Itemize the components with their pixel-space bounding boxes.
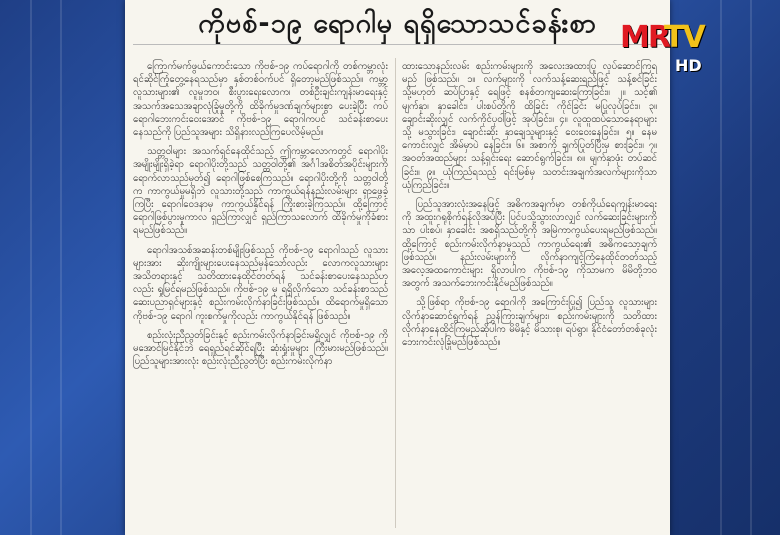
paragraph: ထားသောနည်းလမ်း စည်းကမ်းများကို အလေးအထားပြု လုပ်ဆောင်ကြရမည် ဖြစ်သည်။ ၁။ လက်များကို လက်သန့်ဆေးရည်ဖြင့် သန့်စင်ခြင်း သို့မဟုတ် ဆပ်ပြာနှင့် ရေဖြင့် စနစ်တကျဆေးကြောခြင်း။ ၂။ သင့်၏ မျက်နှာ၊ နှာခေါင်း၊ ပါးစပ်တို့ကို ထိခြင်း ကိုင်ခြင်း မပြုလုပ်ခြင်း။ ၃။ ချောင်းဆိုးလျှင် လက်ကိုင်ပုဝါဖြင့် အုပ်ခြင်း။ ၄။ လူထူထပ်သောနေရာများ သို့ မသွားခြင်း၊ ချောင်းဆိုး နှာချေသူများနှင့် ဝေးဝေးနေခြင်း။ ၅။ နေမကောင်းလျှင် အိမ်မှာပဲ နေခြင်း။ ၆။ အစာကို ချက်ပြုတ်ပြီးမှ စားခြင်း။ ၇။ အဝတ်အထည်များ သန့်ရှင်းရေး ဆောင်ရွက်ခြင်း။ ၈။ မျက်နှာဖုံး တပ်ဆင်ခြင်း။ ၉။ ယုံကြည်ရသည့် ရင်းမြစ်မှ သတင်းအချက်အလက်များကိုသာ ယုံကြည်ခြင်း။ [402,61,657,191]
right-column [402,60,657,355]
paragraph: သို့ဖြစ်ရာ ကိုဗစ်-၁၉ ရောဂါကို အကြောင်းပြု၍ ပြည်သူ လူသားများ လိုက်နာဆောင်ရွက်ရန် ညွှန်ကြားချက်များ၊ စည်းကမ်းများကို သတိထားလိုက်နာနေထိုင်ကြမည်ဆိုပါက မိမိနှင့် မိသားစု၊ ရပ်ရွာ၊ နိုင်ငံတော်တစ်ခုလုံး ဘေးကင်းလုံခြုံမည်ဖြစ်သည်။ [402,297,657,349]
hd-badge: HD [675,56,702,75]
article-title: ကိုဗစ်-၁၉ ရောဂါမှ ရရှိသောသင်ခန်းစာ [198,8,597,39]
title-rule [133,44,662,45]
newspaper-page [125,0,670,535]
column-divider [395,58,396,528]
paragraph: ရောဂါအသစ်အဆန်းတစ်မျိုးဖြစ်သည့် ကိုဗစ်-၁၉ ရောဂါသည် လူသားများအား ဆိုးကျိုးများပေးနေသည်မှန်သော်လည်း လောကလူသားများ အသိတရားနှင့် သတိထားနေထိုင်တတ်ရန် သင်ခန်းစာပေးနေသည်ဟု လည်း ရှုမြင်ရမည်ဖြစ်သည်။ ကိုဗစ်-၁၉ မှ ရရှိလိုက်သော သင်ခန်းစာသည် ဆေးပညာရှင်များနှင့် စည်းကမ်းလိုက်နာခြင်းဖြစ်သည်။ ထိရောက်မှုရှိသော ကိုဗစ်-၁၉ ရောဂါ ကူးစက်မှုကိုလည်း ကာကွယ်နိုင်ရန် ဖြစ်သည်။ [133,244,388,322]
paragraph: သတ္တဝါများ အသက်ရှင်နေထိုင်သည့် ဤကမ္ဘာလောကတွင် ရောဂါပိုးအမျိုးမျိုးရှိခဲ့ရာ ရောဂါပိုးတို့သည် သတ္တဝါတို့၏ အင်္ဂါအစိတ်အပိုင်းများကို ရောက်လာသည်မှတ်၍ ရောဂါဖြစ်စေကြသည်။ ရောဂါပိုးတို့ကို သတ္တဝါတို့က ကာကွယ်မှုမရှိဘဲ လူသားတို့သည် ကာကွယ်ရန်နည်းလမ်းများ ရှာဖွေခဲ့ကြပြီး ရောဂါဝေဒနာမှ ကာကွယ်နိုင်ရန် ကြိုးစားခဲ့ကြသည်။ ထို့ကြောင့် ရောဂါဖြစ်ပွားမှုကာလ ရှည်ကြာလျှင် ရှည်ကြာသလောက် ထိခိုက်မှုကိုခံစားရမည်ဖြစ်သည်။ [133,146,388,237]
paragraph: စည်းလုံးညီညွတ်ခြင်းနှင့် စည်းကမ်းလိုက်နာခြင်းမရှိလျှင် ကိုဗစ်-၁၉ ကို မအောင်မြင်နိုင်ဘဲ ရေရှည်ရင်ဆိုင်ရပြီး ဆုံးရှုံးမှုများ ကြီးမားမည်ဖြစ်သည်။ ပြည်သူများအားလုံး စည်းလုံးညီညွတ်ပြီး စည်းကမ်းလိုက်နာ [133,329,388,368]
logo-tv-text: TV [664,20,704,55]
left-column [133,60,388,374]
paragraph: ပြည်သူအားလုံးအနေဖြင့် အဓိကအချက်မှာ တစ်ကိုယ်ရေကျန်းမာရေးကို အထူးဂရုစိုက်ရန်လိုအပ်ပြီး ပြင်ပသို့သွားလာလျှင် လက်ဆေးခြင်းများကိုသာ ပါးစပ်၊ နှာခေါင်း အစရှိသည်တို့ကို အမြဲကာကွယ်ပေးရမည်ဖြစ်သည်။ ထို့ကြောင့် စည်းကမ်းလိုက်နာမှုသည် ကာကွယ်ရေး၏ အဓိကသော့ချက်ဖြစ်သည်။ နည်းလမ်းများကို လိုက်နာကျင့်ကြံနေထိုင်တတ်သည့် အလေ့အထကောင်းများ ရှိလာပါက ကိုဗစ်-၁၉ ကိုသာမက မိမိတို့ဘဝအတွက် အသက်ဘေးကင်းနိုင်မည်ဖြစ်သည်။ [402,199,657,290]
paragraph: ကြောက်မက်ဖွယ်ကောင်းသော ကိုဗစ်-၁၉ ကပ်ရောဂါကို တစ်ကမ္ဘာလုံး ရင်ဆိုင်ကြုံတွေ့နေရသည်မှာ နှစ်တစ်ဝက်ပင် ရှိတော့မည်ဖြစ်သည်။ ကမ္ဘာ့လူသားများ၏ လူမှုဘဝ၊ စီးပွားရေးလောက၊ တစ်ဦးချင်းကျန်းမာရေးနှင့် အသက်အသေအချာလုံခြုံမှုတို့ကို ထိခိုက်မှုဒဏ်ချက်များစွာ ပေးခဲ့ပြီး ကပ်ရောဂါဘေးကင်းဝေးအောင် ကိုဗစ်-၁၉ ရောဂါကပင် သင်ခန်းစာပေးနေသည်ကို ပြည်သူအများ သိရှိနားလည်ကြပေလိမ့်မည်။ [133,61,388,139]
channel-logo [620,20,704,80]
logo-mr-text: MR [620,20,669,55]
